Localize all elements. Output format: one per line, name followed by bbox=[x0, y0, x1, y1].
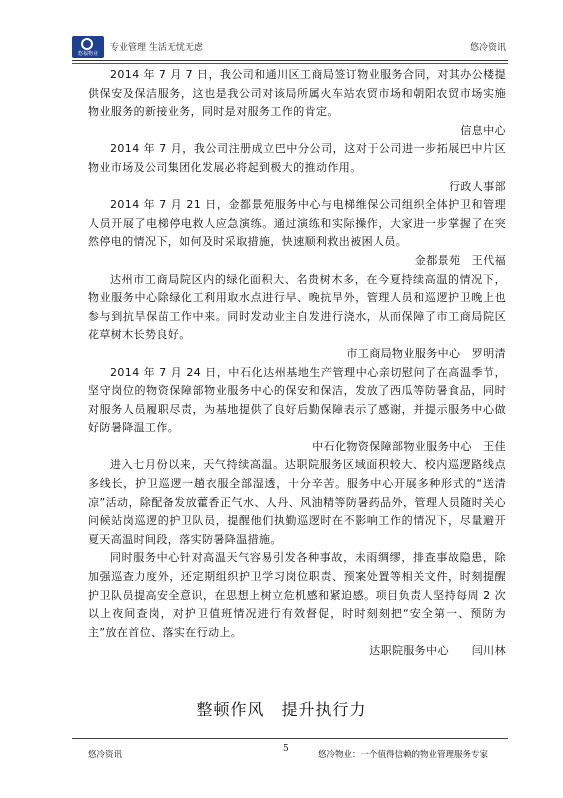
article-5 bbox=[88, 364, 506, 457]
company-logo bbox=[72, 36, 104, 58]
article-6 bbox=[88, 456, 506, 661]
section-heading: 整顿作风 提升执行力 bbox=[196, 700, 367, 719]
footer-rule bbox=[72, 738, 508, 739]
article-signature: 信息中心 bbox=[460, 123, 506, 137]
header-rule bbox=[72, 60, 508, 61]
article-paragraph: 2014 年 7 月，我公司注册成立巴中分公司，这对于公司进一步拓展巴中片区物业市场及公司集团化发展必将起到极大的推动作用。 bbox=[88, 142, 506, 174]
header-slogan: 专业管理 生活无忧无虑 bbox=[110, 43, 203, 53]
article-paragraph: 同时服务中心针对高温天气容易引发各种事故，未雨绸缪，排查事故隐患，除加强巡查力度外，还定期组织护卫学习岗位职责、预案处置等相关文件，时刻提醒护卫队员提高安全意识，在思想上树立危机感和紧迫感。项目负责人坚持每周 2 次以上夜间查岗，对护卫值班情况进行有效督促，时时刻刻把“安全第一、预防为主”放在首位、落实在行动上。 bbox=[88, 551, 506, 639]
article-paragraph: 达州市工商局院区内的绿化面积大、名贵树木多，在今夏持续高温的情况下，物业服务中心除绿化工利用取水点进行早、晚抗旱外，管理人员和巡逻护卫晚上也参与到抗旱保苗工作中来。同时发动业主自发进行浇水，从而保障了市工商局院区花草树木长势良好。 bbox=[88, 272, 506, 342]
article-signature: 市工商局物业服务中心 罗明清 bbox=[346, 346, 506, 360]
page-header bbox=[72, 36, 508, 60]
article-1 bbox=[88, 66, 506, 140]
page-number: 5 bbox=[283, 744, 289, 754]
footer-publication-name: 悠冷资讯 bbox=[88, 750, 123, 760]
article-body bbox=[88, 66, 506, 661]
article-paragraph: 2014 年 7 月 24 日，中石化达州基地生产管理中心亲切慰问了在高温季节，坚守岗位的物资保障部物业服务中心的保安和保洁，发放了西瓜等防暑食品，同时对服务人员履职尽责，为基地提供了良好后勤保障表示了感谢，并提示服务中心做好防暑降温工作。 bbox=[88, 365, 506, 435]
logo-text: 悠福物业 bbox=[77, 51, 98, 57]
article-signature: 行政人事部 bbox=[449, 179, 506, 193]
article-signature: 达职院服务中心 闫川林 bbox=[369, 644, 506, 658]
article-4 bbox=[88, 271, 506, 364]
article-3 bbox=[88, 196, 506, 270]
article-paragraph: 进入七月份以来，天气持续高温。达职院服务区域面积较大、校内巡逻路线点多线长，护卫巡逻一趟衣服全部湿透，十分辛苦。服务中心开展多种形式的“送清凉”活动，除配备发放藿香正气水、人丹、风油精等防暑药品外，管理人员随时关心问候站岗巡逻的护卫队员，提醒他们执勤巡逻时在不影响工作的情况下，尽量避开夏天高温时间段，落实防暑降温措施。 bbox=[88, 458, 506, 546]
footer-tagline: 悠冷物业：一个值得信赖的物业管理服务专家 bbox=[318, 750, 489, 760]
article-2 bbox=[88, 140, 506, 196]
article-signature: 中石化物资保障部物业服务中心 王佳 bbox=[312, 439, 506, 453]
header-rule-thin bbox=[72, 63, 508, 64]
article-signature: 金都景苑 王代福 bbox=[414, 253, 506, 267]
article-paragraph: 2014 年 7 月 7 日，我公司和通川区工商局签订物业服务合同，对其办公楼提供保安及保洁服务，这也是我公司对该局所属火车站农贸市场和朝阳农贸市场实施物业服务的新接业务，同时是对服务工作的肯定。 bbox=[88, 68, 506, 119]
article-paragraph: 2014 年 7 月 21 日，金都景苑服务中心与电梯维保公司组织全体护卫和管理人员开展了电梯停电救人应急演练。通过演练和实际操作，大家进一步掌握了在突然停电的情况下，如何及时采取措施，快速顺利救出被困人员。 bbox=[88, 198, 506, 249]
header-publication-name: 悠冷资讯 bbox=[469, 43, 506, 53]
logo-emblem-icon bbox=[81, 38, 93, 50]
